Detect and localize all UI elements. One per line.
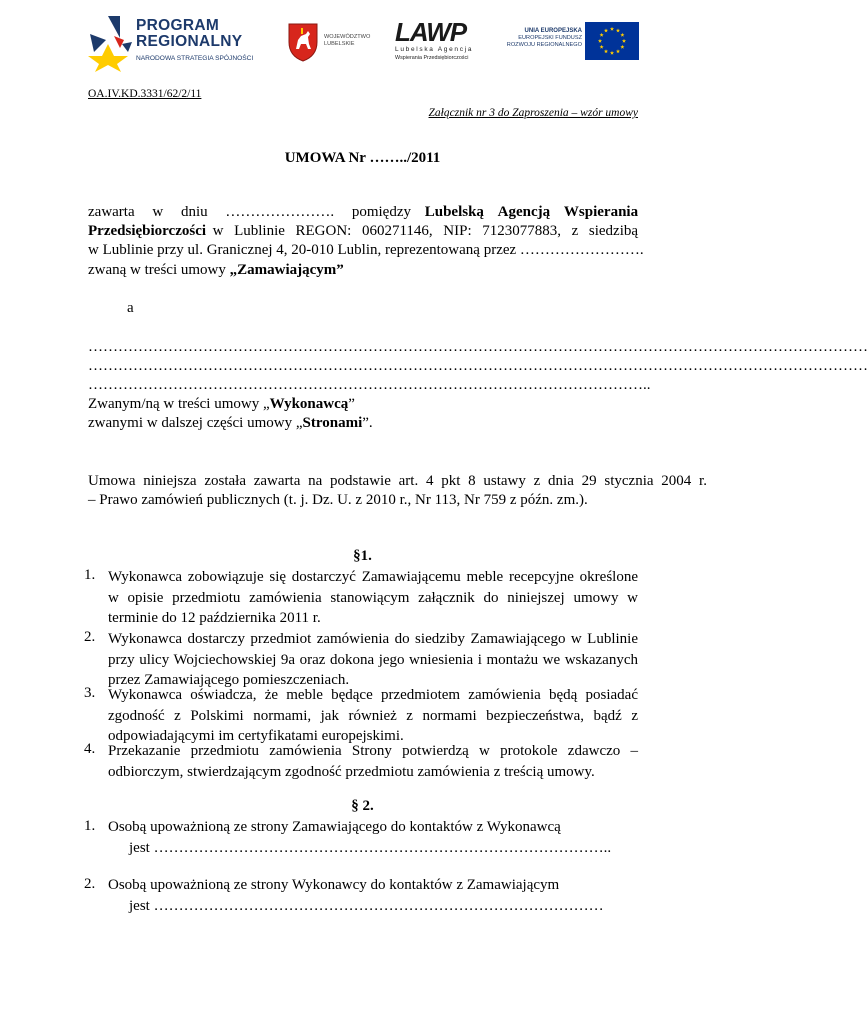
eu-line3: ROZWOJU REGIONALNEGO — [506, 42, 582, 48]
region-line2: LUBELSKIE — [324, 41, 355, 47]
word: 4 — [425, 473, 434, 489]
region-line1: WOJEWÓDZTWO — [324, 34, 371, 40]
word: 8 — [468, 473, 476, 489]
star-emblem-icon — [84, 14, 134, 72]
intro-line-1 — [88, 203, 638, 222]
intro-line-2 — [88, 222, 638, 241]
word: z — [533, 473, 541, 489]
contractor-term: Wykonawcą — [269, 396, 349, 412]
word: w — [152, 204, 164, 220]
s1-item-3-number: 3. — [84, 685, 96, 701]
attachment-note: Załącznik nr 3 do Zaproszenia – wzór umowy — [428, 107, 638, 119]
parties-line — [88, 414, 373, 433]
coat-of-arms-icon — [287, 22, 319, 62]
basis-line-1 — [88, 472, 707, 491]
word: Umowa — [88, 473, 136, 489]
s2-item-2-cont: jest ……………………………………………………………………………… — [129, 898, 604, 914]
word: Przedsiębiorczości — [88, 223, 207, 239]
section-1-heading: §1. — [353, 548, 372, 564]
word: pomiędzy — [351, 204, 411, 220]
contractor-post: ” — [348, 396, 355, 412]
parties-pre: zwanymi w dalszej części umowy „ — [88, 415, 303, 431]
program-title — [136, 18, 242, 50]
and-word: a — [127, 300, 134, 316]
intro-line-3: w Lublinie przy ul. Granicznej 4, 20-010 Lublin, reprezentowaną przez ……………………. — [88, 242, 644, 258]
s1-item-4-number: 4. — [84, 741, 96, 757]
dots-line-3: ………………………………………………………………………………………………….. — [88, 377, 651, 393]
reference-number: OA.IV.KD.3331/62/2/11 — [88, 88, 202, 100]
region-name — [324, 34, 370, 48]
eu-line1: UNIA EUROPEJSKA — [524, 28, 582, 34]
s1-item-2-number: 2. — [84, 629, 96, 645]
eu-line2: EUROPEJSKI FUNDUSZ — [518, 35, 582, 41]
s2-item-2-number: 2. — [84, 876, 96, 892]
word: na — [308, 473, 323, 489]
parties-term: Stronami — [302, 415, 363, 431]
word: Lubelską — [424, 204, 484, 220]
contract-title: UMOWA Nr ……../2011 — [284, 150, 441, 166]
s2-item-1-text: Osobą upoważnioną ze strony Zamawiającego do kontaktów z Wykonawcą — [108, 819, 561, 835]
dots-line-2: ………………………………………………………………………………………………………………………………………… — [88, 358, 868, 374]
word: podstawie — [330, 473, 391, 489]
eu-fund-logo — [504, 18, 644, 64]
word: art. — [398, 473, 419, 489]
word: REGON: — [295, 223, 352, 239]
s2-item-1-cont: jest ……………………………………………………………………………….. — [129, 840, 612, 856]
word: zawarta — [88, 204, 135, 220]
word: Wspierania — [563, 204, 639, 220]
word: …………………. — [225, 204, 335, 220]
lawp-line1: Lubelska Agencja — [395, 46, 474, 53]
word: 060271146, — [361, 223, 433, 239]
word: 29 — [581, 473, 597, 489]
program-regionalny-logo — [84, 14, 269, 72]
word: 7123077883, — [482, 223, 561, 239]
eu-fund-text — [504, 28, 582, 49]
intro-line-4 — [88, 261, 344, 280]
program-line1: PROGRAM — [136, 17, 220, 34]
intro-text: zwaną w treści umowy — [88, 262, 230, 278]
dots-line-1: ………………………………………………………………………………………………………………………………………… — [88, 339, 868, 355]
word: z — [571, 223, 579, 239]
word: zawarta — [253, 473, 301, 489]
s1-item-3-text: Wykonawca oświadcza, że meble będące przedmiotem zamówienia będą posiadać zgodność z Polskimi normami, jak również z normami bezpieczeństwa, bądź z odpowiadającymi im certyfikatami europejskimi. — [108, 687, 638, 744]
basis-line-2: – Prawo zamówień publicznych (t. j. Dz. U. z 2010 r., Nr 113, Nr 759 z późn. zm.). — [88, 492, 588, 508]
word: niniejsza — [143, 473, 197, 489]
word: NIP: — [443, 223, 472, 239]
parties-post: ”. — [362, 415, 373, 431]
lawp-wordmark: LAWP — [395, 17, 467, 47]
word: Agencją — [497, 204, 551, 220]
eu-flag-icon — [585, 22, 639, 60]
word: 2004 — [661, 473, 692, 489]
word: siedzibą — [588, 223, 639, 239]
word: dniu — [180, 204, 208, 220]
lawp-line2: Wspierania Przedsiębiorczości — [395, 55, 469, 61]
program-subtitle: NARODOWA STRATEGIA SPÓJNOŚCI — [136, 55, 254, 62]
word: Lublinie — [234, 223, 285, 239]
s2-item-1-number: 1. — [84, 818, 96, 834]
word: w — [212, 223, 224, 239]
word: stycznia — [604, 473, 654, 489]
s1-item-2-text: Wykonawca dostarczy przedmiot zamówienia do siedziby Zamawiającego w Lublinie przy ulicy Wojciechowskiej 9a oraz dokona jego wniesienia i montażu we wskazanych przez Zamawiającego pomieszczeniach. — [108, 631, 638, 688]
word: r. — [699, 473, 707, 489]
program-line2: REGIONALNY — [136, 33, 243, 50]
word: dnia — [548, 473, 574, 489]
contractor-pre: Zwanym/ną w treści umowy „ — [88, 396, 270, 412]
word: pkt — [441, 473, 461, 489]
client-name: „Zamawiającym” — [229, 262, 344, 278]
s2-item-2-text: Osobą upoważnioną ze strony Wykonawcy do kontaktów z Zamawiającym — [108, 877, 560, 893]
word: została — [204, 473, 246, 489]
section-2-heading: § 2. — [351, 798, 374, 814]
s1-item-1-text: Wykonawca zobowiązuje się dostarczyć Zamawiającemu meble recepcyjne określone w opisie przedmiotu zamówienia stanowiącym załącznik do niniejszej umowy w terminie do 12 października 2011 r. — [108, 569, 638, 626]
wojewodztwo-lubelskie-logo — [287, 20, 377, 64]
contractor-line — [88, 395, 355, 414]
s1-item-4-text: Przekazanie przedmiotu zamówienia Strony potwierdzą w protokole zdawczo – odbiorczym, stwierdzającym zgodność przedmiotu zamówienia z treścią umowy. — [108, 743, 638, 780]
word: ustawy — [483, 473, 526, 489]
lawp-logo — [393, 17, 487, 65]
s1-item-1-number: 1. — [84, 567, 96, 583]
